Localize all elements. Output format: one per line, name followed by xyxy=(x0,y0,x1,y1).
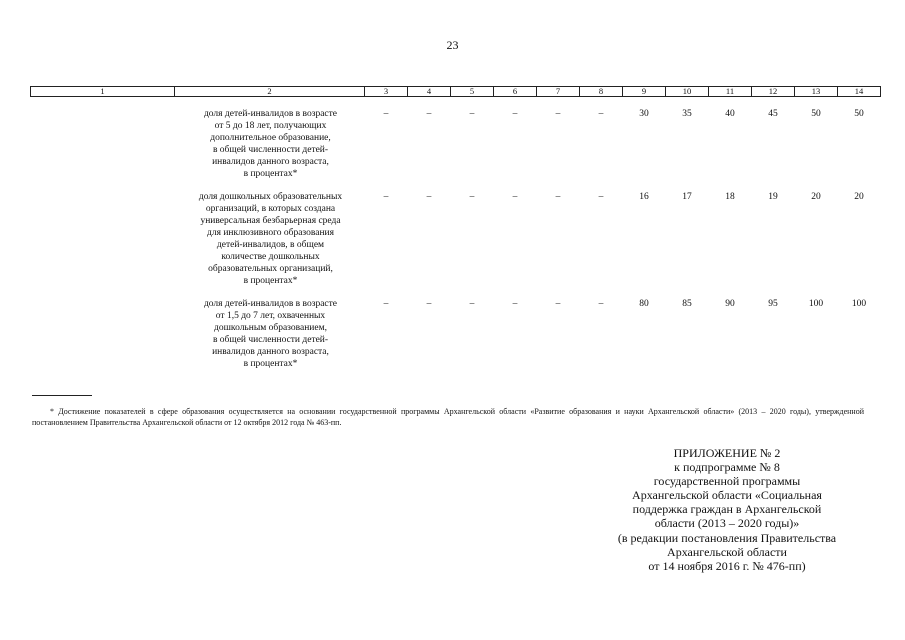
value-cell: – xyxy=(426,299,432,309)
value-cell: – xyxy=(426,192,432,202)
value-cell: 80 xyxy=(639,299,649,309)
value-cell: 90 xyxy=(725,299,735,309)
value-cell: 100 xyxy=(808,299,824,309)
row-number-cell xyxy=(31,298,175,370)
value-cell: – xyxy=(469,109,475,119)
indicator-description: доля детей-инвалидов в возрасте от 5 до 18 лет, получающих дополнительное образование, в общей численности детей- инвалидов данного возраста, в процентах* xyxy=(203,109,338,179)
value-cell: 20 xyxy=(811,192,821,202)
value-cell: 100 xyxy=(851,299,867,309)
value-cell: 95 xyxy=(768,299,778,309)
value-cell: – xyxy=(383,109,389,119)
value-cell: 17 xyxy=(682,192,692,202)
column-header: 5 xyxy=(451,87,494,97)
column-header: 9 xyxy=(623,87,666,97)
value-cell: 30 xyxy=(639,109,649,119)
column-header: 1 xyxy=(31,87,175,97)
value-cell: – xyxy=(512,192,518,202)
column-header: 3 xyxy=(365,87,408,97)
column-header: 4 xyxy=(408,87,451,97)
value-cell: – xyxy=(598,192,604,202)
row-number-cell xyxy=(31,108,175,180)
value-cell: – xyxy=(598,299,604,309)
value-cell: 50 xyxy=(811,109,821,119)
value-cell: 20 xyxy=(854,192,864,202)
table-row xyxy=(31,191,881,287)
column-header: 10 xyxy=(666,87,709,97)
value-cell: – xyxy=(383,299,389,309)
indicator-description: доля детей-инвалидов в возрасте от 1,5 до 7 лет, охваченных дошкольным образованием, в общей численности детей- инвалидов данного возраста, в процентах* xyxy=(203,299,338,369)
value-cell: – xyxy=(469,192,475,202)
value-cell: 18 xyxy=(725,192,735,202)
column-header: 14 xyxy=(838,87,881,97)
value-cell: – xyxy=(512,109,518,119)
table-row xyxy=(31,108,881,180)
value-cell: – xyxy=(555,192,561,202)
column-header: 13 xyxy=(795,87,838,97)
column-header: 7 xyxy=(537,87,580,97)
column-header: 6 xyxy=(494,87,537,97)
value-cell: – xyxy=(383,192,389,202)
value-cell: 35 xyxy=(682,109,692,119)
row-number-cell xyxy=(31,191,175,287)
value-cell: 16 xyxy=(639,192,649,202)
value-cell: 50 xyxy=(854,109,864,119)
footnote-separator xyxy=(32,395,92,396)
value-cell: 45 xyxy=(768,109,778,119)
table-header-row xyxy=(31,87,881,97)
column-header: 2 xyxy=(175,87,365,97)
appendix-heading: ПРИЛОЖЕНИЕ № 2 к подпрограмме № 8 государственной программы Архангельской области «Социальная поддержка граждан в Архангельской области (2013 – 2020 годы)» (в редакции постановления Правительства Архангельской области от 14 ноября 2016 г. № 476-пп) xyxy=(617,446,837,573)
value-cell: – xyxy=(598,109,604,119)
value-cell: 85 xyxy=(682,299,692,309)
column-header: 12 xyxy=(752,87,795,97)
value-cell: – xyxy=(555,109,561,119)
value-cell: 40 xyxy=(725,109,735,119)
column-header: 11 xyxy=(709,87,752,97)
indicator-description: доля дошкольных образовательных организаций, в которых создана универсальная безбарьерная среда для инклюзивного образования детей-инвалидов, в общем количестве дошкольных образовательных организаций, в процентах* xyxy=(198,192,343,286)
value-cell: 19 xyxy=(768,192,778,202)
footnote: * Достижение показателей в сфере образования осуществляется на основании государственной программы Архангельской области «Развитие образования и науки Архангельской области» (2013 – 2020 годы), утвержденной постановлением Правительства Архангельской области от 12 октября 2012 года № 463-пп. xyxy=(32,407,864,427)
value-cell: – xyxy=(426,109,432,119)
column-header: 8 xyxy=(580,87,623,97)
indicators-table xyxy=(30,86,881,370)
value-cell: – xyxy=(512,299,518,309)
table-row xyxy=(31,298,881,370)
value-cell: – xyxy=(469,299,475,309)
value-cell: – xyxy=(555,299,561,309)
page-number: 23 xyxy=(446,38,459,52)
